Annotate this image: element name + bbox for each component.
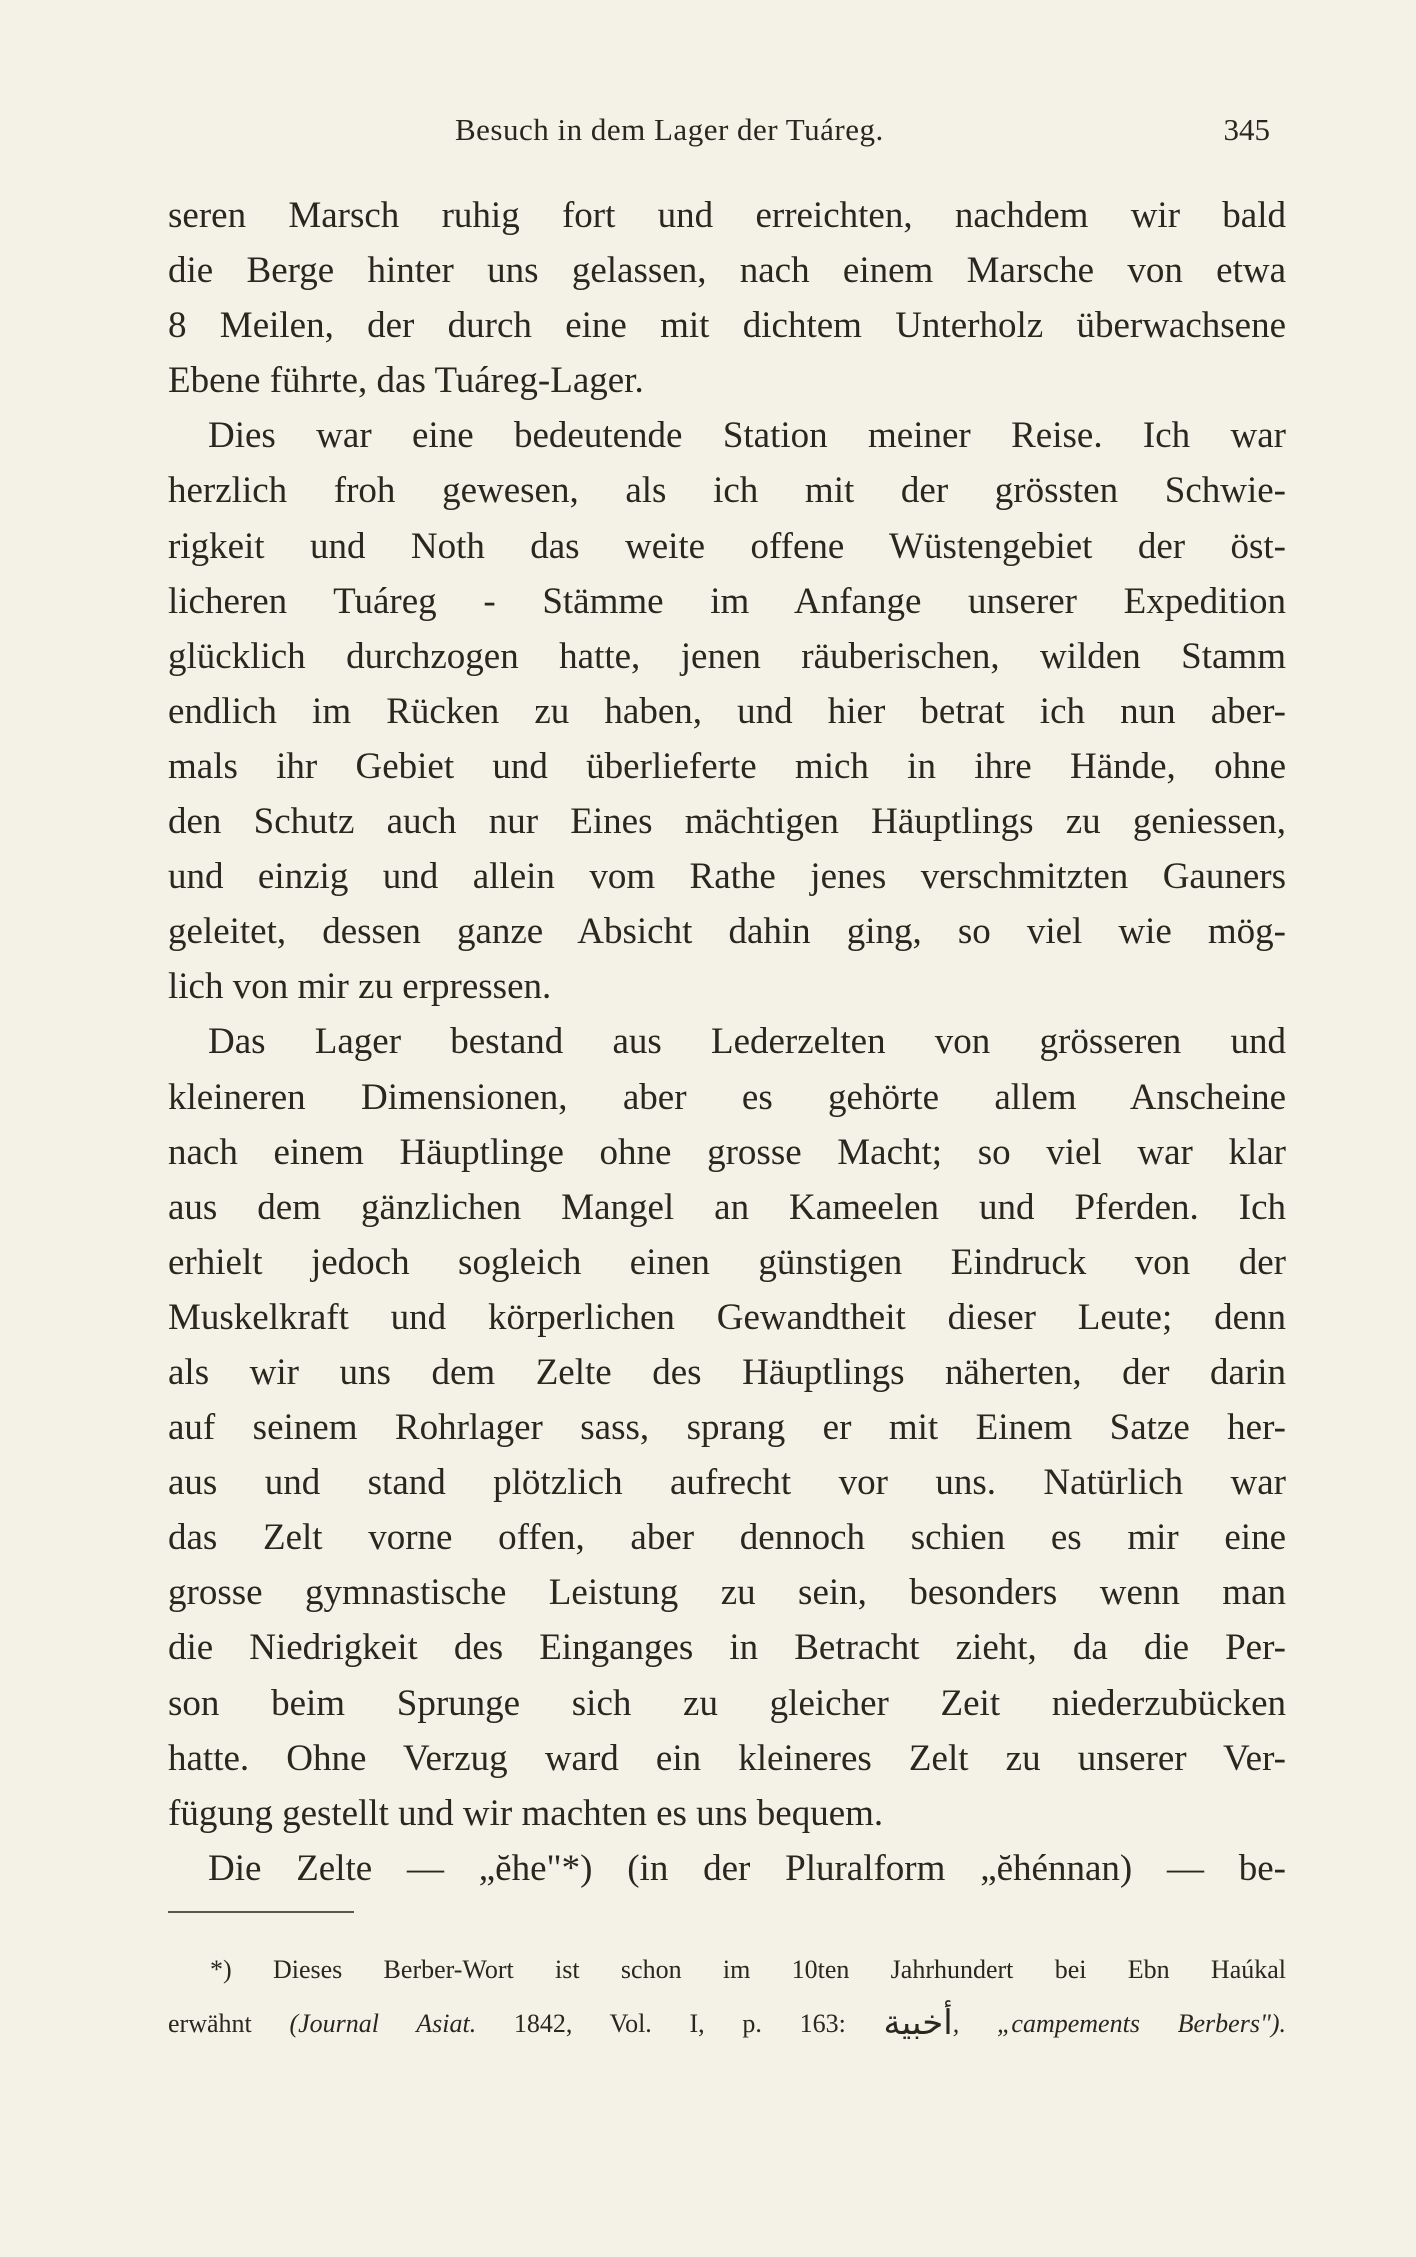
text-line: kleineren Dimensionen, aber es gehörte allem Anscheine [168, 1076, 1286, 1118]
text-line: lich von mir zu erpressen. [168, 966, 552, 1008]
text-line: nach einem Häuptlinge ohne grosse Macht; so viel war klar [168, 1131, 1286, 1173]
text-line: licheren Tuáreg - Stämme im Anfange unserer Expedition [168, 580, 1286, 622]
arabic-word: أخبية [883, 2005, 953, 2042]
footnote-text: 1842, Vol. I, p. 163: [513, 2009, 846, 2038]
text-line: grosse gymnastische Leistung zu sein, besonders wenn man [168, 1572, 1286, 1614]
paragraph-start-line: Die Zelte — „ĕhe"*) (in der Pluralform „ĕhénnan) — be- [208, 1847, 1286, 1889]
text-line: rigkeit und Noth das weite offene Wüstengebiet der öst- [168, 525, 1286, 567]
page-number: 345 [1223, 112, 1270, 147]
text-line: fügung gestellt und wir machten es uns bequem. [168, 1792, 884, 1834]
text-line: endlich im Rücken zu haben, und hier betrat ich nun aber- [168, 690, 1286, 732]
text-line: den Schutz auch nur Eines mächtigen Häuptlings zu geniessen, [168, 801, 1286, 843]
text-line: aus und stand plötzlich aufrecht vor uns. Natürlich war [168, 1462, 1286, 1504]
text-line: und einzig und allein vom Rathe jenes verschmitzten Gauners [168, 856, 1286, 898]
running-head [455, 112, 1270, 152]
text-line: die Niedrigkeit des Einganges in Betracht zieht, da die Per- [168, 1627, 1286, 1669]
running-title: Besuch in dem Lager der Tuáreg. [455, 112, 884, 147]
footnote-divider [168, 1911, 354, 1913]
text-line: 8 Meilen, der durch eine mit dichtem Unterholz überwachsene [168, 305, 1286, 347]
footnote-line-1: *) Dieses Berber-Wort ist schon im 10ten Jahrhundert bei Ebn Haúkal [210, 1955, 1286, 1984]
footnote-translation: , „campements Berbers"). [952, 2009, 1287, 2038]
text-line: mals ihr Gebiet und überlieferte mich in ihre Hände, ohne [168, 745, 1286, 787]
text-line: Muskelkraft und körperlichen Gewandtheit dieser Leute; denn [168, 1296, 1286, 1338]
footnote-line-2 [168, 1996, 1286, 2048]
text-line: glücklich durchzogen hatte, jenen räuberischen, wilden Stamm [168, 635, 1286, 677]
footnote [168, 1944, 1286, 2048]
paragraph-start-line: Dies war eine bedeutende Station meiner Reise. Ich war [208, 415, 1286, 457]
footnote-citation: (Journal Asiat. [289, 2009, 477, 2038]
text-line: son beim Sprunge sich zu gleicher Zeit niederzubücken [168, 1682, 1286, 1724]
footnote-text: erwähnt [168, 2009, 252, 2038]
text-line: das Zelt vorne offen, aber dennoch schien es mir eine [168, 1517, 1286, 1559]
text-line: die Berge hinter uns gelassen, nach einem Marsche von etwa [168, 250, 1286, 292]
text-line: auf seinem Rohrlager sass, sprang er mit Einem Satze her- [168, 1407, 1286, 1449]
text-line: seren Marsch ruhig fort und erreichten, nachdem wir bald [168, 195, 1286, 236]
text-line: hatte. Ohne Verzug ward ein kleineres Zelt zu unserer Ver- [168, 1737, 1286, 1779]
text-line: erhielt jedoch sogleich einen günstigen Eindruck von der [168, 1241, 1286, 1283]
text-line: aus dem gänzlichen Mangel an Kameelen und Pferden. Ich [168, 1186, 1286, 1228]
body-text [168, 188, 1286, 1896]
text-line: als wir uns dem Zelte des Häuptlings näherten, der darin [168, 1351, 1286, 1393]
text-line: geleitet, dessen ganze Absicht dahin ging, so viel wie mög- [168, 911, 1286, 953]
paragraph-start-line: Das Lager bestand aus Lederzelten von grösseren und [208, 1021, 1286, 1063]
text-line: herzlich froh gewesen, als ich mit der grössten Schwie- [168, 470, 1286, 512]
text-line: Ebene führte, das Tuáreg-Lager. [168, 360, 644, 402]
